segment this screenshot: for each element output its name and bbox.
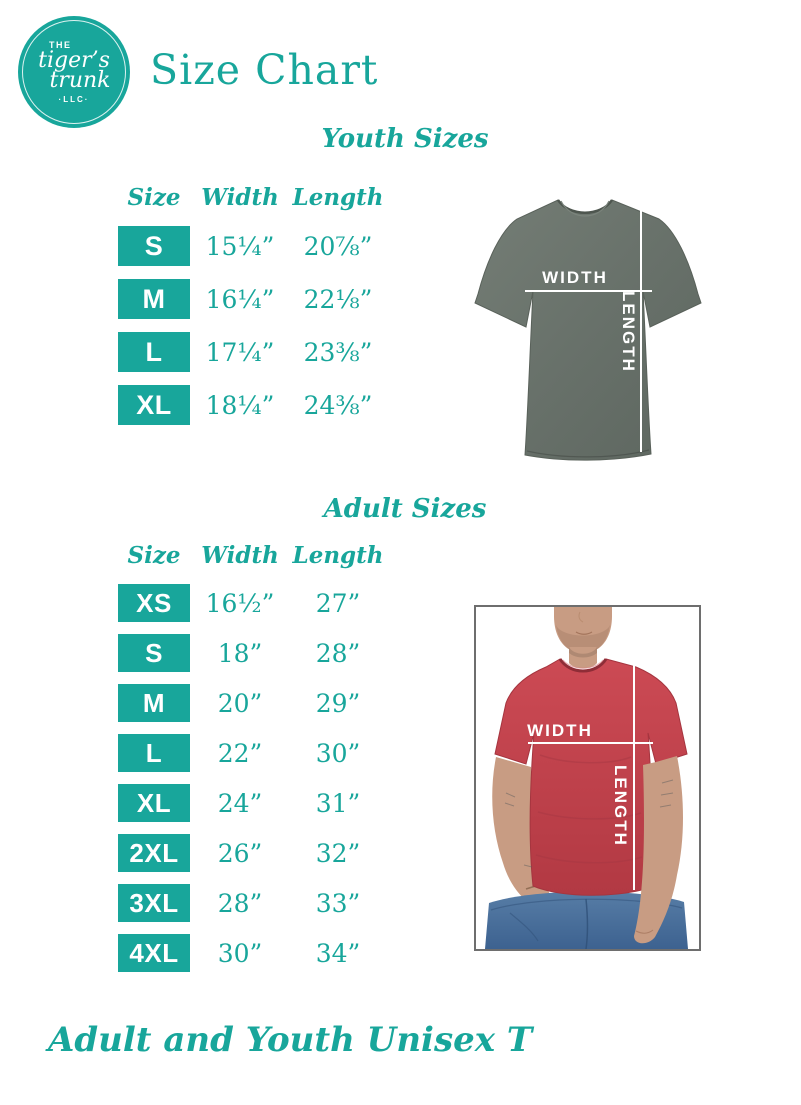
size-badge: XL [118, 385, 190, 425]
youth-table-header [118, 184, 410, 211]
logo-name-line2: trunk [49, 67, 111, 93]
size-row [118, 934, 410, 972]
adult-col-length: Length [292, 542, 384, 569]
width-value: 30” [217, 938, 263, 968]
length-value: 28” [315, 638, 361, 668]
length-label: LENGTH [611, 765, 630, 847]
size-row [118, 226, 410, 266]
logo-name-line1: tiger’s [38, 47, 110, 73]
size-row [118, 385, 410, 425]
youth-col-width: Width [201, 184, 279, 211]
size-badge: 3XL [118, 884, 190, 922]
width-value: 18¼” [205, 390, 275, 420]
size-badge: XS [118, 584, 190, 622]
width-value: 20” [217, 688, 263, 718]
length-value: 29” [315, 688, 361, 718]
logo-the-text: THE [49, 39, 72, 50]
size-row [118, 834, 410, 872]
youth-size-table [118, 184, 410, 438]
size-badge: M [118, 279, 190, 319]
size-row [118, 734, 410, 772]
youth-sizes-heading: Youth Sizes [321, 124, 489, 154]
length-value: 20⅞” [303, 231, 373, 261]
youth-col-size: Size [127, 184, 181, 211]
size-row [118, 684, 410, 722]
size-badge: L [118, 332, 190, 372]
size-row [118, 784, 410, 822]
adult-model-photo [474, 605, 701, 951]
size-badge: S [118, 634, 190, 672]
brand-logo [18, 16, 130, 128]
length-value: 32” [315, 838, 361, 868]
length-label: LENGTH [619, 291, 638, 373]
width-label: WIDTH [527, 721, 593, 740]
size-row [118, 332, 410, 372]
logo-llc-text: ·LLC· [58, 95, 90, 105]
adult-tshirt-graphic [476, 607, 699, 949]
youth-tshirt-graphic [462, 170, 792, 470]
width-value: 26” [217, 838, 263, 868]
width-value: 28” [217, 888, 263, 918]
youth-tshirt-shape [475, 200, 701, 460]
model-neck [569, 647, 597, 668]
size-badge: 2XL [118, 834, 190, 872]
size-badge: XL [118, 784, 190, 822]
adult-col-width: Width [201, 542, 279, 569]
width-value: 22” [217, 738, 263, 768]
adult-sizes-heading: Adult Sizes [323, 494, 487, 524]
width-value: 15¼” [205, 231, 275, 261]
width-label: WIDTH [542, 268, 608, 287]
size-row [118, 884, 410, 922]
adult-table-header [118, 542, 410, 569]
length-value: 22⅛” [303, 284, 373, 314]
width-value: 16½” [205, 588, 275, 618]
width-value: 17¼” [205, 337, 275, 367]
page-title: Size Chart [150, 46, 379, 94]
length-value: 33” [315, 888, 361, 918]
width-value: 16¼” [205, 284, 275, 314]
size-row [118, 584, 410, 622]
footer-product-name: Adult and Youth Unisex T [48, 1020, 533, 1060]
size-badge: S [118, 226, 190, 266]
size-row [118, 634, 410, 672]
length-value: 34” [315, 938, 361, 968]
adult-size-table [118, 542, 410, 984]
length-value: 24⅜” [303, 390, 373, 420]
adult-col-size: Size [127, 542, 181, 569]
youth-col-length: Length [292, 184, 384, 211]
brand-logo-ring [22, 20, 126, 124]
length-value: 31” [315, 788, 361, 818]
size-badge: M [118, 684, 190, 722]
width-value: 18” [217, 638, 263, 668]
length-value: 30” [315, 738, 361, 768]
width-value: 24” [217, 788, 263, 818]
length-value: 23⅜” [303, 337, 373, 367]
size-badge: 4XL [118, 934, 190, 972]
size-badge: L [118, 734, 190, 772]
size-row [118, 279, 410, 319]
length-value: 27” [315, 588, 361, 618]
